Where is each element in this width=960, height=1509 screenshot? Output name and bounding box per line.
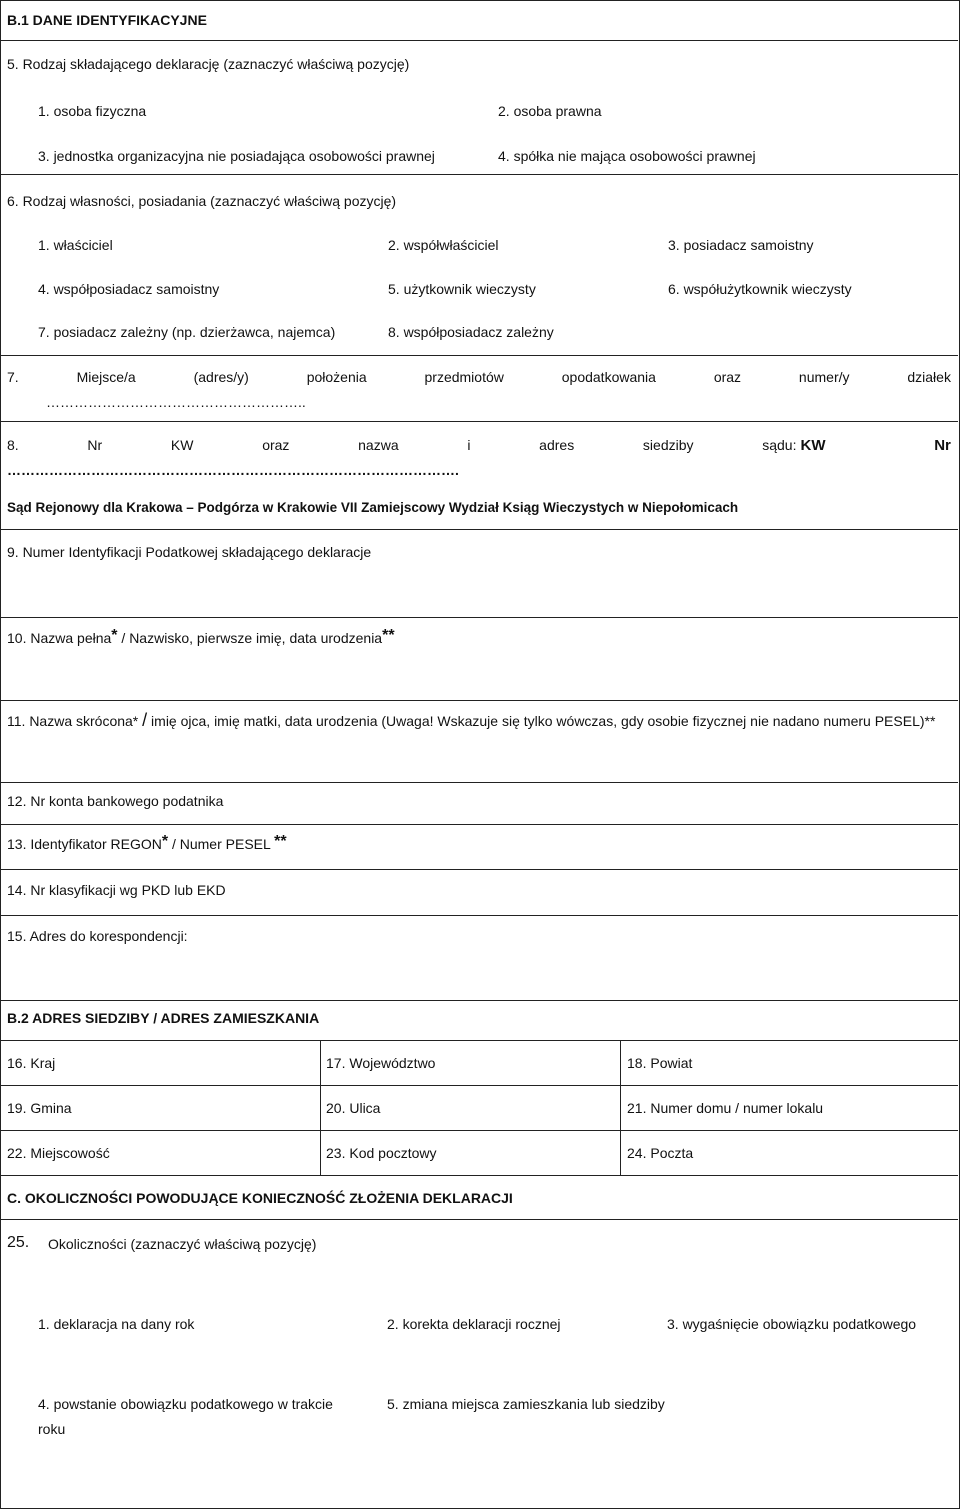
field-8-label [7, 437, 951, 454]
option-osoba-fizyczna[interactable]: 1. osoba fizyczna [38, 103, 147, 119]
field-11-slash: / [142, 710, 148, 730]
address-row-3 [0, 1130, 958, 1175]
field-8-word: KW [170, 437, 194, 453]
field-8-land-register [0, 421, 958, 529]
field-8-word: sądu: [762, 437, 797, 453]
section-b2-heading [0, 1000, 958, 1040]
option-wlasciciel[interactable]: 1. właściciel [38, 237, 113, 253]
field-11-label-a: 11. Nazwa skrócona* [7, 713, 143, 729]
field-10-full-name [0, 617, 958, 700]
field-16-kraj: 16. Kraj [7, 1055, 56, 1071]
field-14-pkd [0, 869, 958, 915]
option-zmiana-miejsca[interactable]: 5. zmiana miejsca zamieszkania lub siedziby [387, 1396, 665, 1412]
field-25-label: Okoliczności (zaznaczyć właściwą pozycję) [48, 1236, 317, 1252]
field-8-nr: Nr [934, 437, 951, 454]
option-wspolposiadacz-samoistny[interactable]: 4. współposiadacz samoistny [38, 281, 220, 297]
option-deklaracja-na-dany-rok[interactable]: 1. deklaracja na dany rok [38, 1316, 195, 1332]
field-9-nip [0, 529, 958, 617]
field-7-word: przedmiotów [424, 369, 504, 385]
field-6-ownership-type [0, 174, 958, 355]
field-21-numer-domu: 21. Numer domu / numer lokalu [627, 1100, 824, 1116]
section-b1-title: B.1 DANE IDENTYFIKACYJNE [7, 12, 207, 28]
field-10-label-b: / Nazwisko, pierwsze imię, data urodzenia [117, 630, 383, 646]
field-11-label-b: imię ojca, imię matki, data urodzenia (Uwaga! Wskazuje się tylko wówczas, gdy osobie fizycznej nie nadano numeru PESEL)** [147, 713, 936, 729]
field-8-word: i [467, 437, 471, 453]
field-18-powiat: 18. Powiat [627, 1055, 693, 1071]
option-spolka[interactable]: 4. spółka nie mająca osobowości prawnej [498, 148, 756, 164]
option-uzytkownik-wieczysty[interactable]: 5. użytkownik wieczysty [388, 281, 536, 297]
section-c-heading [0, 1175, 958, 1219]
field-22-miejscowosc: 22. Miejscowość [7, 1145, 110, 1161]
field-8-court-name: Sąd Rejonowy dla Krakowa – Podgórza w Krakowie VII Zamiejscowy Wydział Ksiąg Wieczystych w Niepołomicach [7, 500, 739, 515]
option-wspoluzytkownik-wieczysty[interactable]: 6. współużytkownik wieczysty [668, 281, 852, 297]
address-grid-divider [320, 1040, 321, 1175]
option-wygasniecie-obowiazku[interactable]: 3. wygaśnięcie obowiązku podatkowego [667, 1316, 917, 1332]
option-jednostka-organizacyjna[interactable]: 3. jednostka organizacyjna nie posiadająca osobowości prawnej [38, 148, 435, 164]
field-13-regon-pesel [0, 824, 958, 869]
field-8-word: nazwa [358, 437, 399, 453]
field-10-label [7, 627, 395, 648]
field-10-stars: ** [382, 627, 395, 644]
field-9-label: 9. Numer Identyfikacji Podatkowej składającego deklaracje [7, 544, 372, 560]
section-b2-title: B.2 ADRES SIEDZIBY / ADRES ZAMIESZKANIA [7, 1010, 320, 1026]
field-20-ulica: 20. Ulica [326, 1100, 381, 1116]
field-7-word: opodatkowania [561, 369, 656, 385]
field-24-poczta: 24. Poczta [627, 1145, 694, 1161]
field-23-kod-pocztowy: 23. Kod pocztowy [326, 1145, 437, 1161]
field-7-word: numer/y [798, 369, 850, 385]
field-12-label: 12. Nr konta bankowego podatnika [7, 793, 224, 809]
field-7-word: Miejsce/a [76, 369, 136, 385]
field-12-bank-account [0, 782, 958, 824]
field-8-word: oraz [262, 437, 290, 453]
field-7-word: położenia [306, 369, 367, 385]
field-7-dotted-line: ……………………………………………….. [46, 394, 306, 410]
option-wspolwlasciciel[interactable]: 2. współwłaściciel [388, 237, 499, 253]
field-14-label: 14. Nr klasyfikacji wg PKD lub EKD [7, 882, 226, 898]
field-13-star: * [161, 833, 169, 850]
field-25-circumstances [0, 1219, 958, 1507]
section-c-title: C. OKOLICZNOŚCI POWODUJĄCE KONIECZNOŚĆ ZŁOŻENIA DEKLARACJI [7, 1190, 513, 1206]
field-8-word: 8. [7, 437, 19, 453]
field-7-word: (adres/y) [193, 369, 249, 385]
field-8-word: siedziby [642, 437, 694, 453]
field-25-number: 25. [7, 1234, 30, 1251]
field-8-kw: KW [800, 437, 826, 454]
option-wspolposiadacz-zalezny[interactable]: 8. współposiadacz zależny [388, 324, 554, 340]
field-5-applicant-type [0, 40, 958, 174]
option-powstanie-obowiazku[interactable]: 4. powstanie obowiązku podatkowego w trakcie [38, 1396, 333, 1412]
field-7-word: 7. [7, 369, 19, 385]
field-13-label-a: 13. Identyfikator REGON [7, 836, 162, 852]
field-13-stars: ** [274, 833, 287, 850]
field-19-gmina: 19. Gmina [7, 1100, 72, 1116]
section-b1-heading [0, 0, 958, 40]
field-15-correspondence-address [0, 915, 958, 1000]
field-15-label: 15. Adres do korespondencji: [7, 928, 188, 944]
option-osoba-prawna[interactable]: 2. osoba prawna [498, 103, 602, 119]
field-6-label: 6. Rodzaj własności, posiadania (zaznaczyć właściwą pozycję) [7, 193, 397, 209]
option-posiadacz-zalezny[interactable]: 7. posiadacz zależny (np. dzierżawca, najemca) [38, 324, 336, 340]
field-8-dotted-line: ……………………………………………………………………………………. [7, 462, 459, 478]
field-8-word: adres [539, 437, 575, 453]
option-korekta-deklaracji[interactable]: 2. korekta deklaracji rocznej [387, 1316, 561, 1332]
option-posiadacz-samoistny[interactable]: 3. posiadacz samoistny [668, 237, 814, 253]
field-7-locations [0, 355, 958, 421]
field-10-label-a: 10. Nazwa pełna [7, 630, 112, 646]
field-8-word: Nr [87, 437, 103, 453]
field-11-short-name [0, 700, 958, 782]
field-5-label: 5. Rodzaj składającego deklarację (zaznaczyć właściwą pozycję) [7, 56, 410, 72]
field-7-word: działek [907, 369, 951, 385]
field-7-word: oraz [713, 369, 742, 385]
field-17-wojewodztwo: 17. Województwo [326, 1055, 436, 1071]
field-13-label [7, 833, 287, 854]
field-13-label-b: / Numer PESEL [168, 836, 275, 852]
field-8-kw-group [762, 437, 825, 454]
option-powstanie-obowiazku-cont[interactable]: roku [38, 1421, 66, 1437]
field-10-star: * [111, 627, 118, 644]
field-11-label [7, 710, 935, 731]
address-grid-divider [620, 1040, 621, 1175]
address-row-1 [0, 1040, 958, 1085]
address-row-2 [0, 1085, 958, 1130]
field-7-label [7, 369, 951, 385]
